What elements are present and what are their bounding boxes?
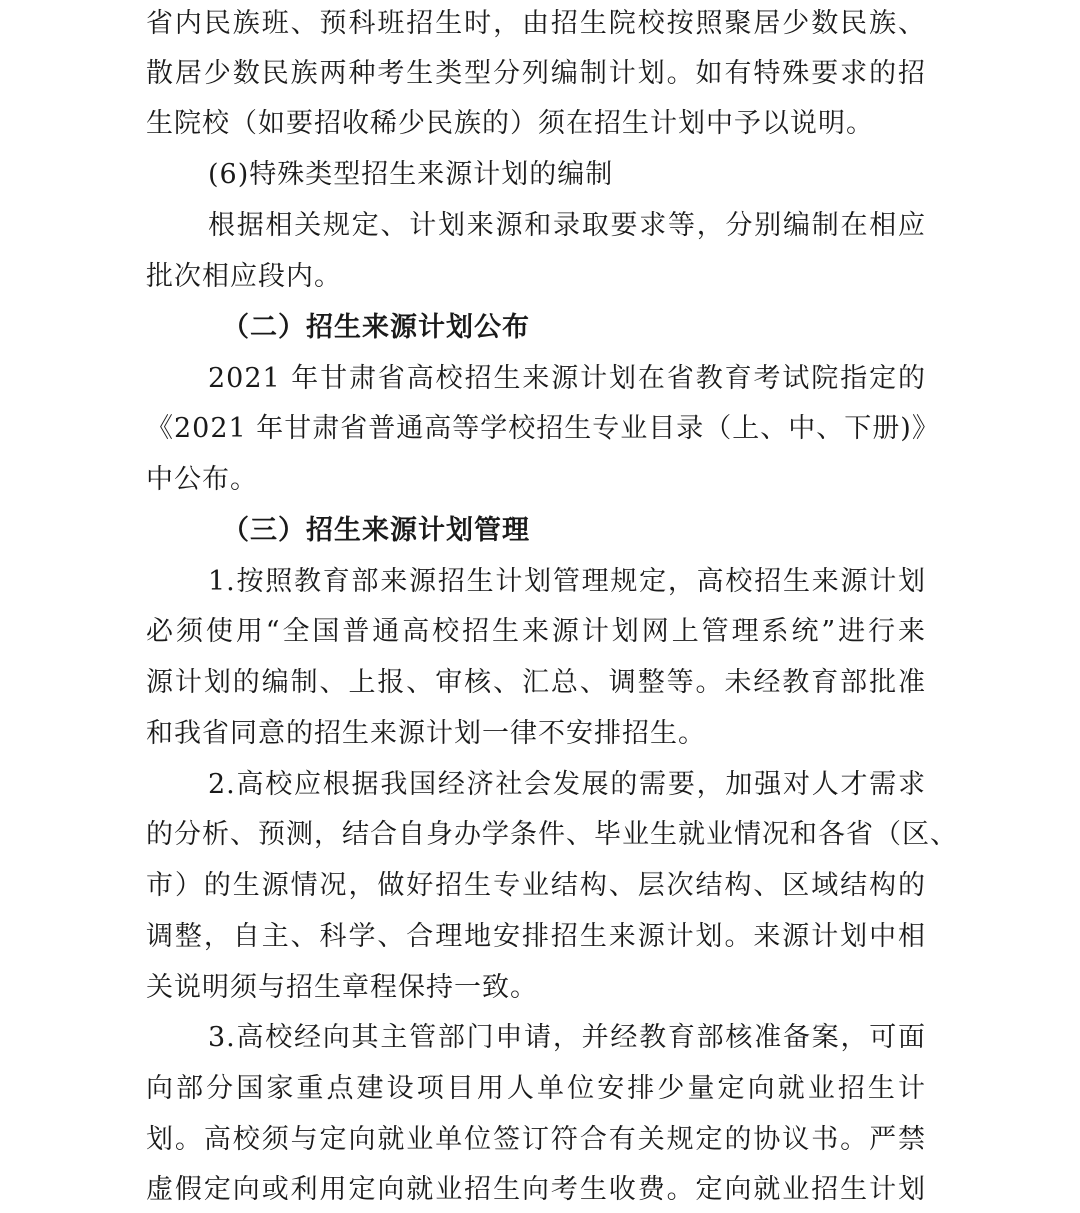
text-line: 3.高校经向其主管部门申请，并经教育部核准备案，可面 — [208, 1022, 926, 1053]
text-line: 批次相应段内。 — [146, 261, 342, 292]
text-line: 1.按照教育部来源招生计划管理规定，高校招生来源计划 — [208, 566, 926, 597]
section-heading: （二）招生来源计划公布 — [222, 312, 530, 343]
text-line: 2.高校应根据我国经济社会发展的需要，加强对人才需求 — [208, 769, 926, 800]
text-line: 根据相关规定、计划来源和录取要求等，分别编制在相应 — [208, 210, 926, 241]
text-line: 关说明须与招生章程保持一致。 — [146, 972, 538, 1003]
text-line: 《2021 年甘肃省普通高等学校招生专业目录（上、中、下册)》 — [146, 413, 940, 444]
text-line: 市）的生源情况，做好招生专业结构、层次结构、区域结构的 — [146, 870, 926, 901]
section-subheading: (6)特殊类型招生来源计划的编制 — [208, 159, 614, 190]
section-heading: （三）招生来源计划管理 — [222, 515, 530, 546]
text-line: 划。高校须与定向就业单位签订符合有关规定的协议书。严禁 — [146, 1124, 926, 1155]
text-line: 2021 年甘肃省高校招生来源计划在省教育考试院指定的 — [208, 363, 926, 394]
text-line: 调整，自主、科学、合理地安排招生来源计划。来源计划中相 — [146, 921, 926, 952]
text-line: 省内民族班、预科班招生时，由招生院校按照聚居少数民族、 — [146, 8, 926, 39]
text-line: 虚假定向或利用定向就业招生向考生收费。定向就业招生计划 — [146, 1174, 926, 1205]
text-line: 散居少数民族两种考生类型分列编制计划。如有特殊要求的招 — [146, 58, 926, 89]
text-line: 向部分国家重点建设项目用人单位安排少量定向就业招生计 — [146, 1073, 926, 1104]
text-line: 生院校（如要招收稀少民族的）须在招生计划中予以说明。 — [146, 108, 874, 139]
text-line: 的分析、预测，结合自身办学条件、毕业生就业情况和各省（区、 — [146, 819, 958, 850]
text-line: 和我省同意的招生来源计划一律不安排招生。 — [146, 718, 706, 749]
text-line: 源计划的编制、上报、审核、汇总、调整等。未经教育部批准 — [146, 667, 926, 698]
text-line: 必须使用“全国普通高校招生来源计划网上管理系统”进行来 — [146, 616, 926, 647]
text-line: 中公布。 — [146, 464, 258, 495]
